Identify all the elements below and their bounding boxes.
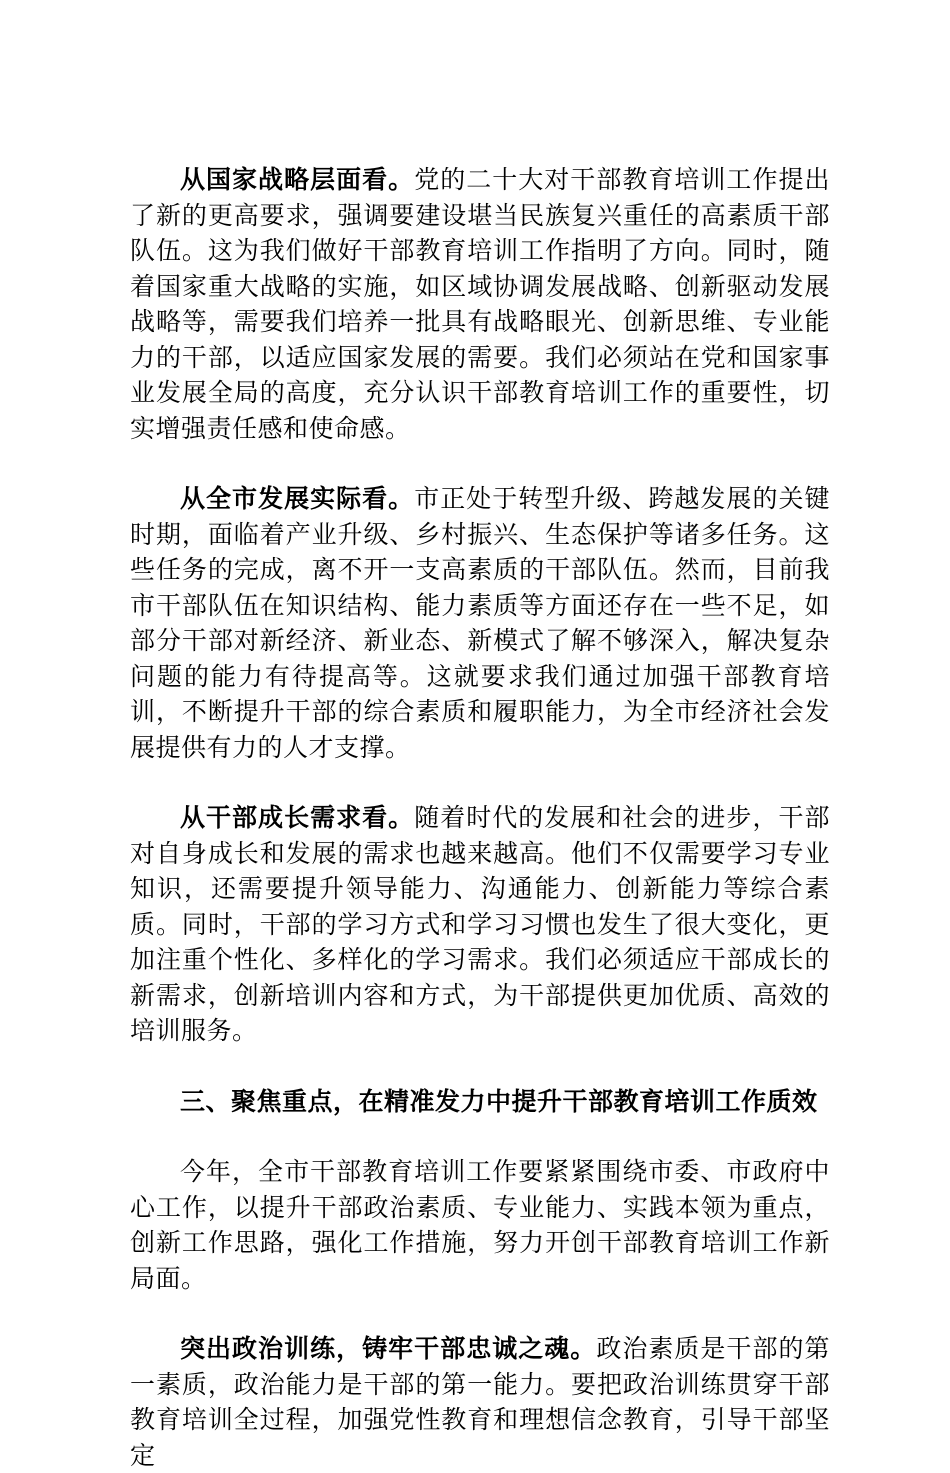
paragraph-body: 市正处于转型升级、跨越发展的关键时期，面临着产业升级、乡村振兴、生态保护等诸多任务。这些任务的完成，离不开一支高素质的干部队伍。然而，目前我市干部队伍在知识结构、能力素质等方面还存在一些不足，如部分干部对新经济、新业态、新模式了解不够深入，解决复杂问题的能力有待提高等。这就要求我们通过加强干部教育培训，不断提升干部的综合素质和履职能力，为全市经济社会发展提供有力的人才支撑。 [130,484,830,762]
paragraph-political-training [130,1331,830,1473]
paragraph-lead: 从干部成长需求看。 [180,803,415,832]
intro-paragraph: 今年，全市干部教育培训工作要紧紧围绕市委、市政府中心工作，以提升干部政治素质、专业能力、实践本领为重点，创新工作思路，强化工作措施，努力开创干部教育培训工作新局面。 [130,1157,830,1293]
paragraph-lead: 从国家战略层面看。 [180,165,415,194]
paragraph-body: 党的二十大对干部教育培训工作提出了新的更高要求，强调要建设堪当民族复兴重任的高素质干部队伍。这为我们做好干部教育培训工作指明了方向。同时，随着国家重大战略的实施，如区域协调发展战略、创新驱动发展战略等，需要我们培养一批具有战略眼光、创新思维、专业能力的干部，以适应国家发展的需要。我们必须站在党和国家事业发展全局的高度，充分认识干部教育培训工作的重要性，切实增强责任感和使命感。 [130,165,830,443]
section-heading: 三、聚焦重点，在精准发力中提升干部教育培训工作质效 [180,1086,818,1116]
paragraph-lead: 突出政治训练，铸牢干部忠诚之魂。 [180,1334,597,1363]
paragraph-body: 政治素质是干部的第一素质，政治能力是干部的第一能力。要把政治训练贯穿干部教育培训全过程，加强党性教育和理想信念教育，引导干部坚定 [130,1334,830,1470]
paragraph-national-strategy [130,162,830,446]
paragraph-city-development [130,481,830,765]
paragraph-body: 随着时代的发展和社会的进步，干部对自身成长和发展的需求也越来越高。他们不仅需要学习专业知识，还需要提升领导能力、沟通能力、创新能力等综合素质。同时，干部的学习方式和学习习惯也发生了很大变化，更加注重个性化、多样化的学习需求。我们必须适应干部成长的新需求，创新培训内容和方式，为干部提供更加优质、高效的培训服务。 [130,803,830,1045]
paragraph-cadre-growth [130,800,830,1049]
document-page [130,162,830,1473]
paragraph-lead: 从全市发展实际看。 [180,484,415,513]
